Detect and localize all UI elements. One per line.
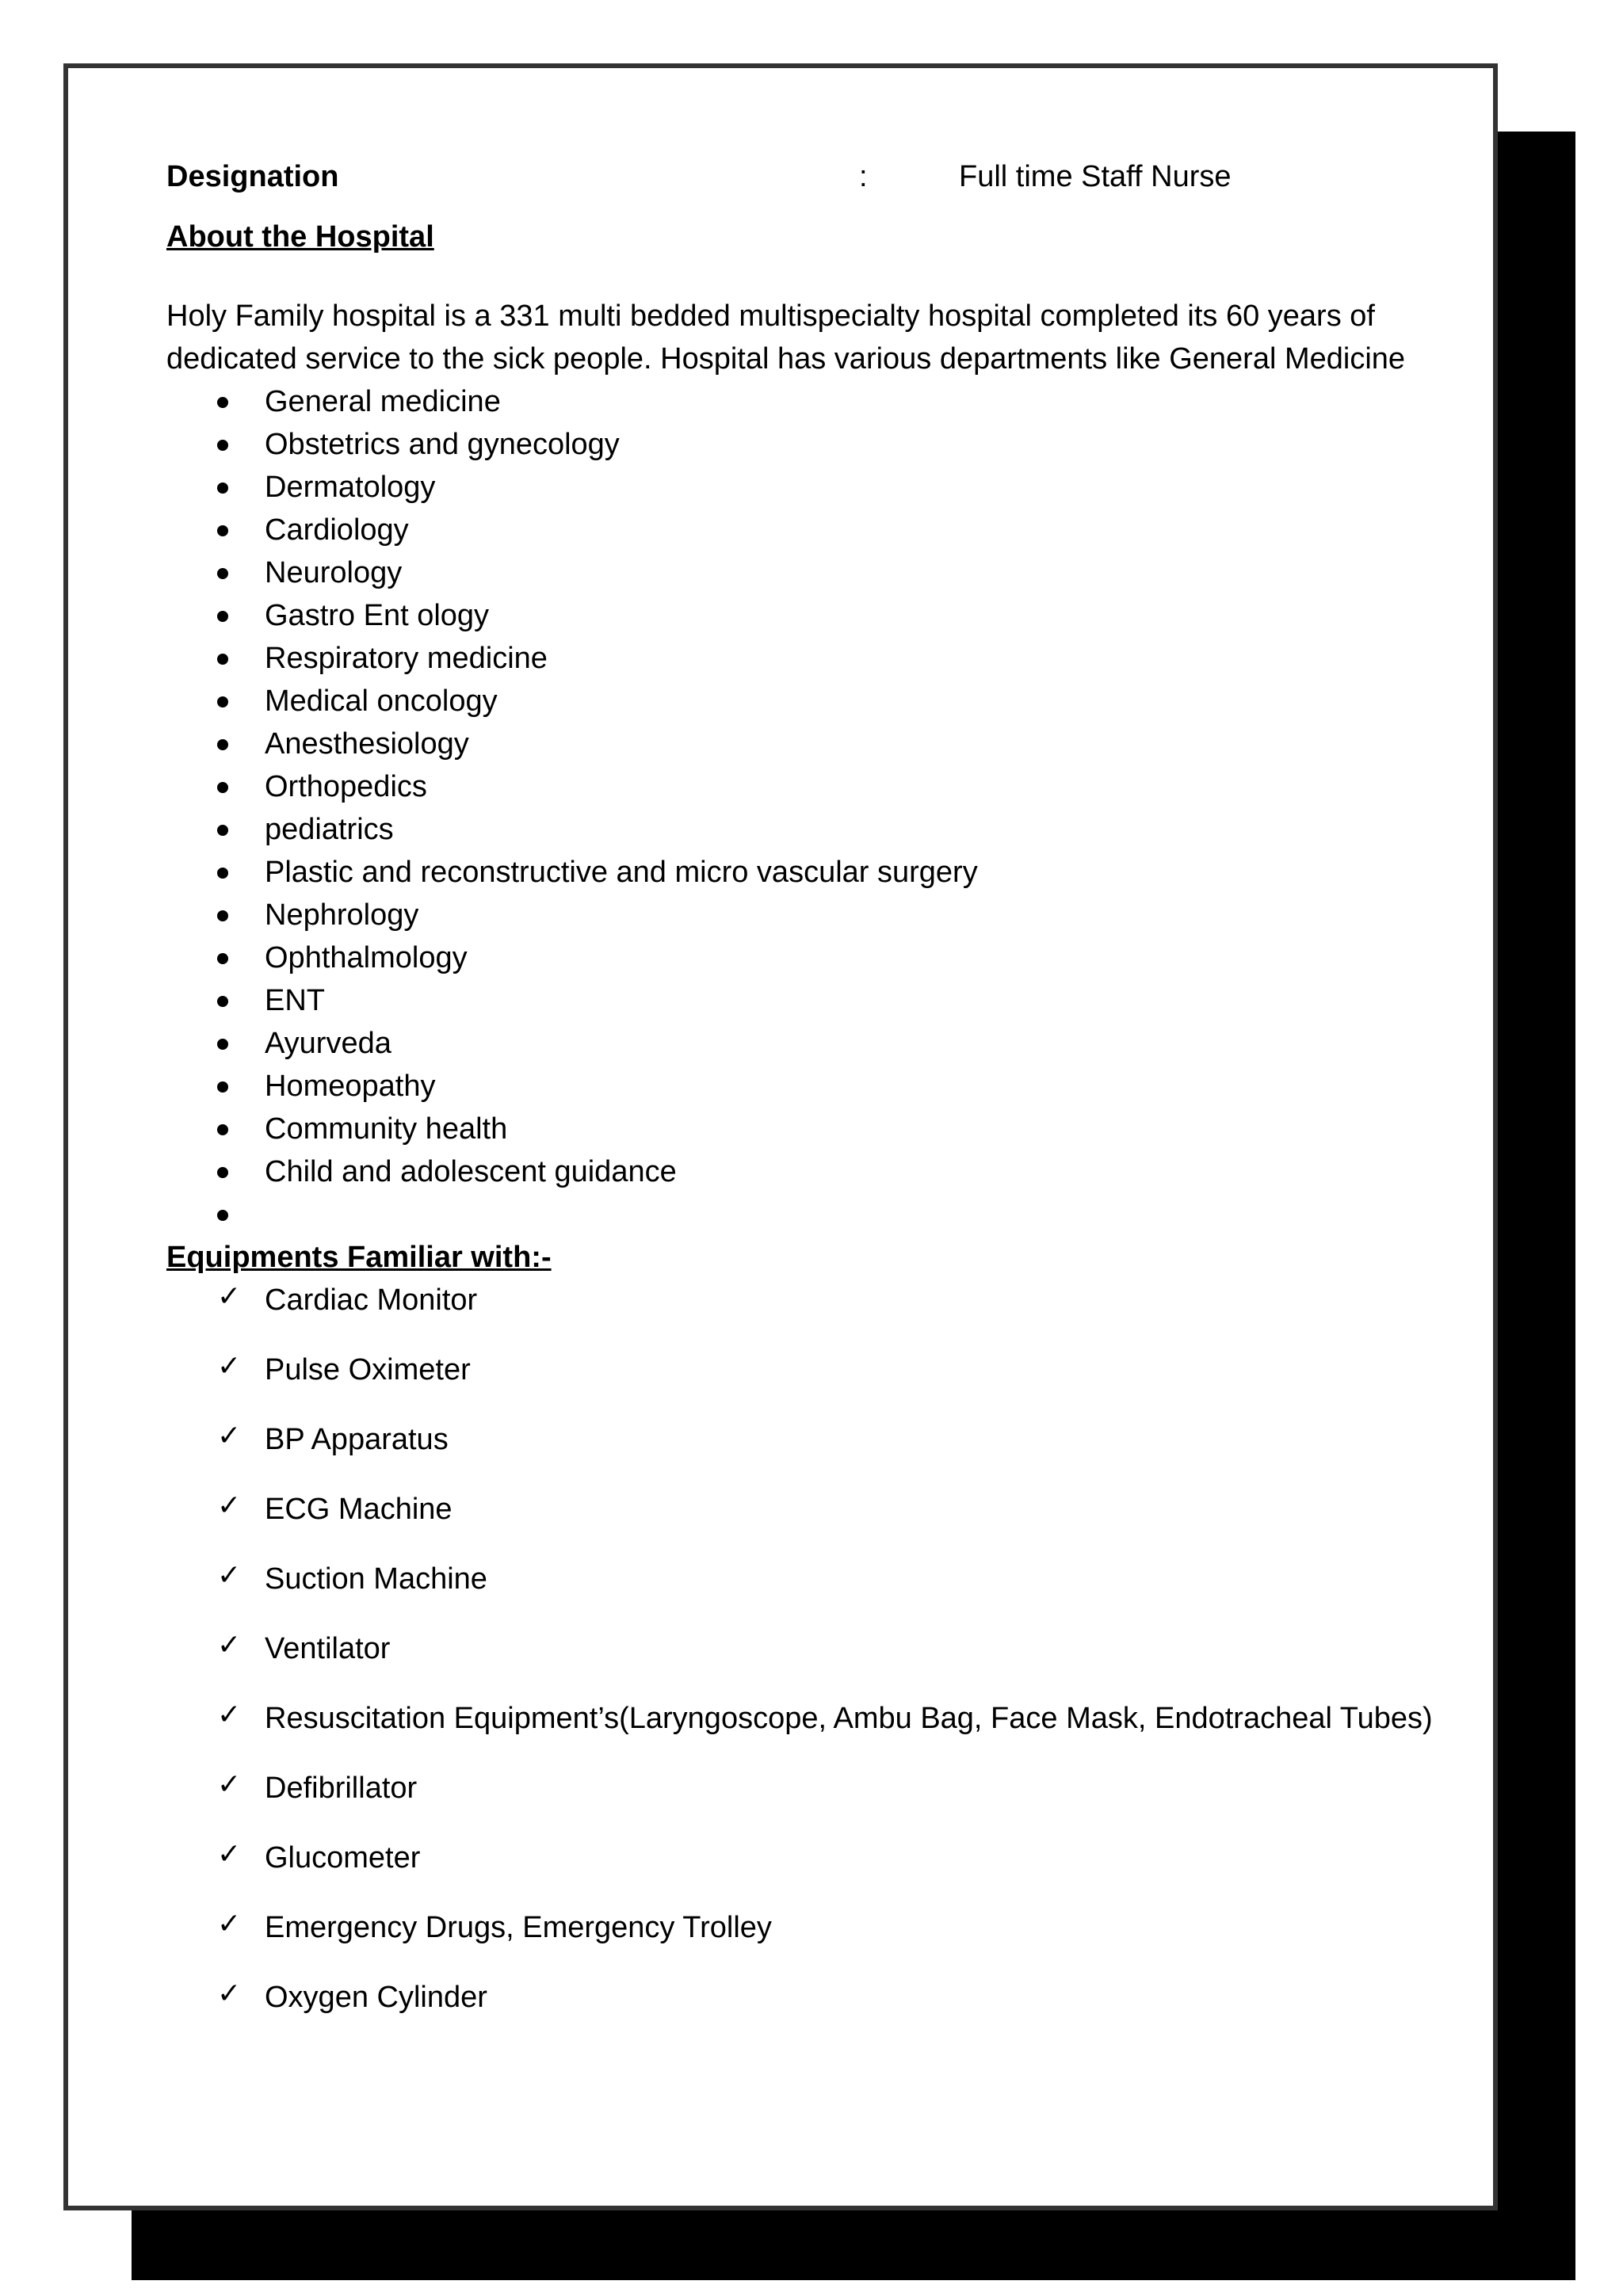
equipment-item: [166, 1976, 1458, 2019]
equipment-label: Oxygen Cylinder: [265, 1981, 487, 2014]
department-label: Plastic and reconstructive and micro vascular surgery: [265, 856, 978, 889]
bullet-icon: [217, 1167, 228, 1178]
bullet-icon: [217, 1081, 228, 1093]
checkmark-icon: ✓: [217, 1908, 242, 1940]
department-label: Medical oncology: [265, 685, 498, 718]
bullet-icon: [217, 654, 228, 665]
department-item: [166, 936, 1458, 979]
bullet-icon: [217, 953, 228, 964]
department-item: [166, 1193, 1458, 1236]
department-item: [166, 1065, 1458, 1108]
department-item: [166, 894, 1458, 936]
equipment-item: [166, 1906, 1458, 1949]
designation-colon: :: [859, 160, 868, 193]
department-item: [166, 509, 1458, 551]
equipment-item: [166, 1558, 1458, 1600]
checkmark-icon: ✓: [217, 1838, 242, 1871]
checkmark-icon: ✓: [217, 1420, 242, 1452]
about-paragraph: Holy Family hospital is a 331 multi bedded multispecialty hospital completed its 60 years of dedicated service to the sick people. Hospital has various departments like General Medicine: [166, 299, 1406, 376]
department-item: [166, 466, 1458, 509]
equipment-label: Glucometer: [265, 1841, 421, 1875]
equipment-label: ECG Machine: [265, 1493, 453, 1526]
equipment-item: [166, 1488, 1458, 1531]
checkmark-icon: ✓: [217, 1699, 242, 1731]
department-item: [166, 594, 1458, 637]
equipment-heading: Equipments Familiar with:-: [166, 1241, 552, 1274]
checkmark-icon: ✓: [217, 1768, 242, 1801]
department-item: [166, 1022, 1458, 1065]
departments-list: [166, 380, 1458, 1236]
bullet-icon: [217, 996, 228, 1007]
department-item: [166, 808, 1458, 851]
department-item: [166, 851, 1458, 894]
department-item: [166, 1150, 1458, 1193]
bullet-icon: [217, 1039, 228, 1050]
department-item: [166, 979, 1458, 1022]
equipment-label: BP Apparatus: [265, 1423, 449, 1456]
department-label: Homeopathy: [265, 1070, 436, 1103]
department-item: [166, 380, 1458, 423]
about-hospital-heading: About the Hospital: [166, 220, 434, 254]
bullet-icon: [217, 739, 228, 750]
bullet-icon: [217, 1124, 228, 1135]
department-label: Cardiology: [265, 513, 409, 547]
bullet-icon: [217, 910, 228, 921]
department-item: [166, 423, 1458, 466]
document-content: [166, 155, 1458, 2046]
designation-label: Designation: [166, 160, 339, 193]
department-label: Anesthesiology: [265, 727, 469, 761]
bullet-icon: [217, 397, 228, 408]
department-label: ENT: [265, 984, 325, 1017]
equipment-label: Suction Machine: [265, 1562, 487, 1596]
equipment-label: Cardiac Monitor: [265, 1283, 478, 1317]
bullet-icon: [217, 782, 228, 793]
department-label: Ophthalmology: [265, 941, 468, 974]
equipment-label: Ventilator: [265, 1632, 391, 1665]
department-item: [166, 551, 1458, 594]
designation-row: [166, 155, 1458, 198]
checkmark-icon: ✓: [217, 1559, 242, 1592]
department-label: Child and adolescent guidance: [265, 1155, 677, 1188]
department-label: Dermatology: [265, 471, 436, 504]
department-item: [166, 1108, 1458, 1150]
department-label: Community health: [265, 1112, 508, 1146]
department-label: Ayurveda: [265, 1027, 391, 1060]
document-page: [63, 63, 1498, 2210]
equipment-list: [166, 1279, 1458, 2019]
department-label: Nephrology: [265, 898, 419, 932]
department-label: Gastro Ent ology: [265, 599, 490, 632]
department-label: Neurology: [265, 556, 403, 589]
checkmark-icon: ✓: [217, 1489, 242, 1522]
equipment-label: Emergency Drugs, Emergency Trolley: [265, 1911, 772, 1944]
department-item: [166, 765, 1458, 808]
bullet-icon: [217, 611, 228, 622]
designation-value: Full time Staff Nurse: [959, 160, 1232, 193]
equipment-item: [166, 1418, 1458, 1461]
checkmark-icon: ✓: [217, 1350, 242, 1383]
checkmark-icon: ✓: [217, 1280, 242, 1313]
bullet-icon: [217, 440, 228, 451]
department-label: Orthopedics: [265, 770, 427, 803]
department-label: General medicine: [265, 385, 501, 418]
department-item: [166, 723, 1458, 765]
bullet-icon: [217, 568, 228, 579]
checkmark-icon: ✓: [217, 1629, 242, 1661]
bullet-icon: [217, 696, 228, 707]
bullet-icon: [217, 482, 228, 494]
equipment-label: Defibrillator: [265, 1772, 418, 1805]
department-label: Respiratory medicine: [265, 642, 548, 675]
equipment-label: Resuscitation Equipment’s(Laryngoscope, Ambu Bag, Face Mask, Endotracheal Tubes): [265, 1702, 1433, 1735]
equipment-item: [166, 1627, 1458, 1670]
bullet-icon: [217, 825, 228, 836]
equipment-item: [166, 1836, 1458, 1879]
department-label: Obstetrics and gynecology: [265, 428, 620, 461]
checkmark-icon: ✓: [217, 1978, 242, 2010]
equipment-item: [166, 1279, 1458, 1322]
department-item: [166, 637, 1458, 680]
equipment-item: [166, 1348, 1458, 1391]
equipment-item: [166, 1767, 1458, 1810]
department-item: [166, 680, 1458, 723]
equipment-label: Pulse Oximeter: [265, 1353, 471, 1386]
bullet-icon: [217, 868, 228, 879]
department-label: pediatrics: [265, 813, 394, 846]
equipment-item: [166, 1697, 1458, 1740]
bullet-icon: [217, 525, 228, 536]
bullet-icon: [217, 1210, 228, 1221]
